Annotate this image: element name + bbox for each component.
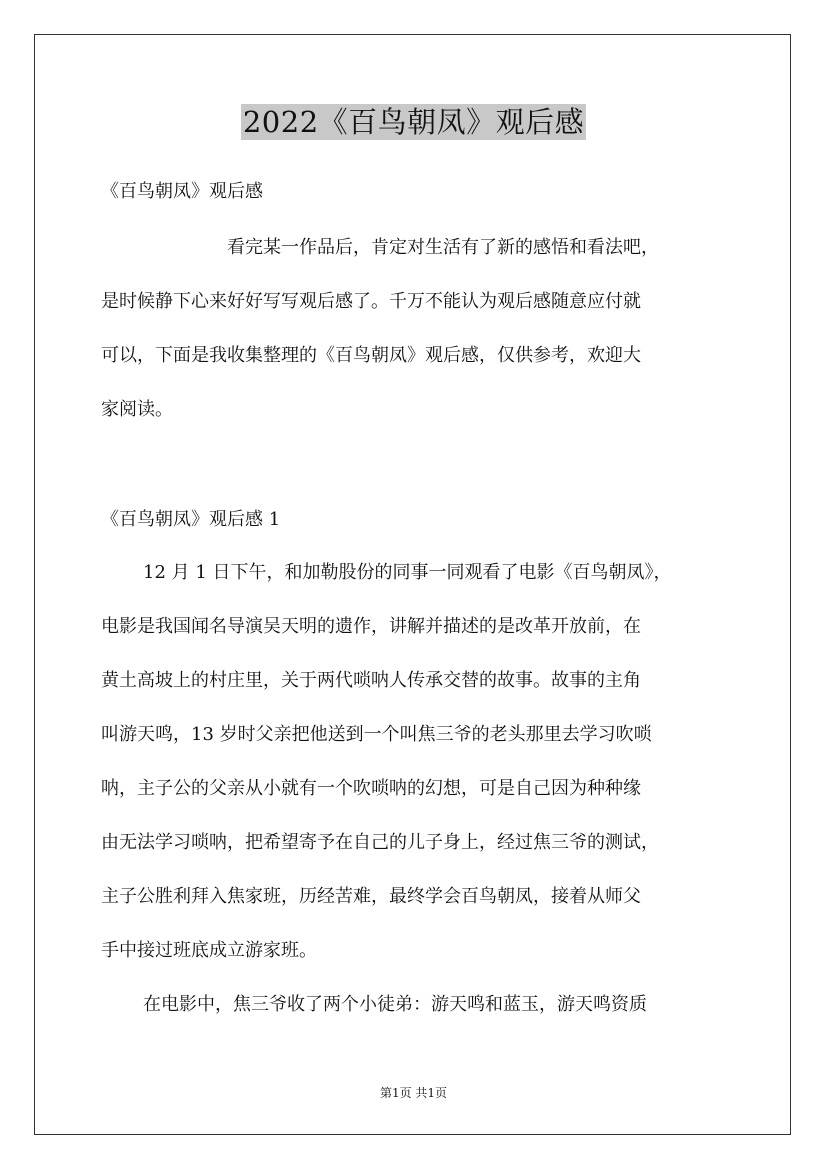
body-line: 在电影中，焦三爷收了两个小徒弟：游天鸣和蓝玉，游天鸣资质 [143,994,647,1015]
body-line: 叫游天鸣，13 岁时父亲把他送到一个叫焦三爷的老头那里去学习吹唢 [101,724,652,745]
intro-heading: 《百鸟朝凤》观后感 [101,181,263,202]
document-title: 2022《百鸟朝凤》观后感 [242,105,585,139]
section-heading: 《百鸟朝凤》观后感 1 [101,509,281,530]
body-line: 主子公胜利拜入焦家班，历经苦难，最终学会百鸟朝凤，接着从师父 [101,886,641,907]
body-line: 手中接过班底成立游家班。 [101,940,317,961]
intro-line: 可以，下面是我收集整理的《百鸟朝凤》观后感，仅供参考，欢迎大 [101,345,641,366]
body-line: 黄土高坡上的村庄里，关于两代唢呐人传承交替的故事。故事的主角 [101,670,641,691]
body-line: 呐，主子公的父亲从小就有一个吹唢呐的幻想，可是自己因为种种缘 [101,778,641,799]
body-line: 由无法学习唢呐，把希望寄予在自己的儿子身上，经过焦三爷的测试， [101,832,659,853]
intro-line: 是时候静下心来好好写写观后感了。千万不能认为观后感随意应付就 [101,291,641,312]
title-container [0,104,827,140]
body-line: 电影是我国闻名导演吴天明的遗作，讲解并描述的是改革开放前，在 [101,616,641,637]
intro-line: 看完某一作品后，肯定对生活有了新的感悟和看法吧， [227,237,659,258]
body-line: 12 月 1 日下午，和加勒股份的同事一同观看了电影《百鸟朝凤》， [143,562,672,583]
intro-line: 家阅读。 [101,399,173,420]
page-footer: 第1页 共1页 [379,1086,448,1100]
